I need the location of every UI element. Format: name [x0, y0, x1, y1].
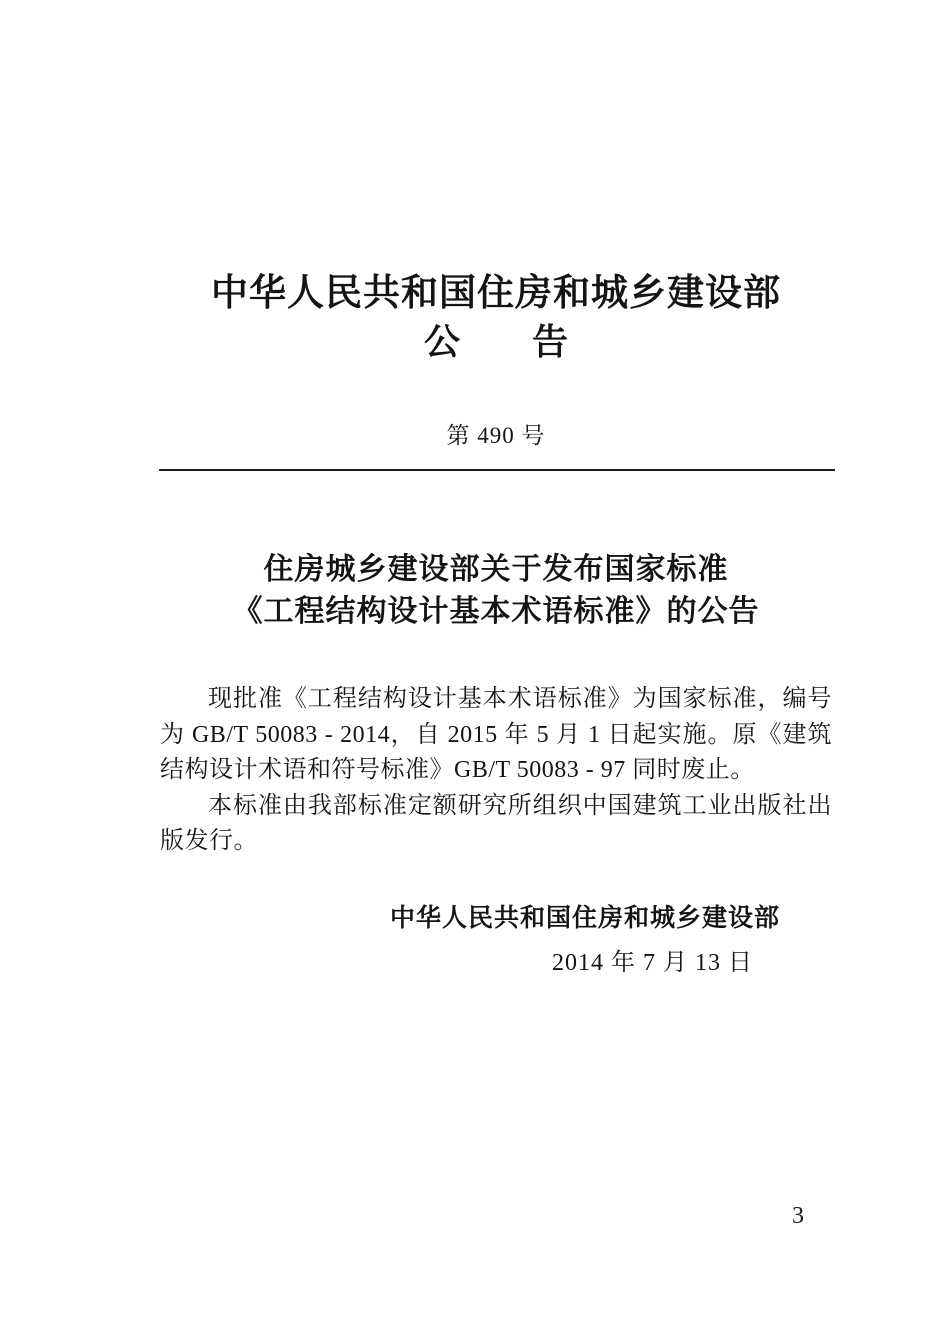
- document-number: 第 490 号: [446, 423, 546, 448]
- notice-title-line1: 住房城乡建设部关于发布国家标准: [263, 553, 729, 586]
- signature-issuer: 中华人民共和国住房和城乡建设部: [389, 904, 780, 932]
- notice-body: [160, 682, 832, 860]
- announcement-type-title: 公 告: [423, 322, 568, 362]
- signature-block: [157, 898, 835, 977]
- body-paragraph: 现批准《工程结构设计基本术语标准》为国家标准，编号为 GB/T 50083 - 2014，自 2015 年 5 月 1 日起实施。原《建筑结构设计术语和符号标准》GB/T 50083 - 97 同时废止。: [160, 686, 832, 783]
- page-content: [157, 0, 835, 1344]
- body-paragraph: 本标准由我部标准定额研究所组织中国建筑工业出版社出版发行。: [160, 792, 832, 854]
- divider-rule: [159, 469, 835, 471]
- notice-title: [157, 549, 835, 633]
- notice-title-line2: 《工程结构设计基本术语标准》的公告: [232, 595, 760, 628]
- page-number: 3: [792, 1203, 804, 1229]
- authority-title: 中华人民共和国住房和城乡建设部: [211, 273, 781, 314]
- signature-date: 2014 年 7 月 13 日: [552, 950, 753, 976]
